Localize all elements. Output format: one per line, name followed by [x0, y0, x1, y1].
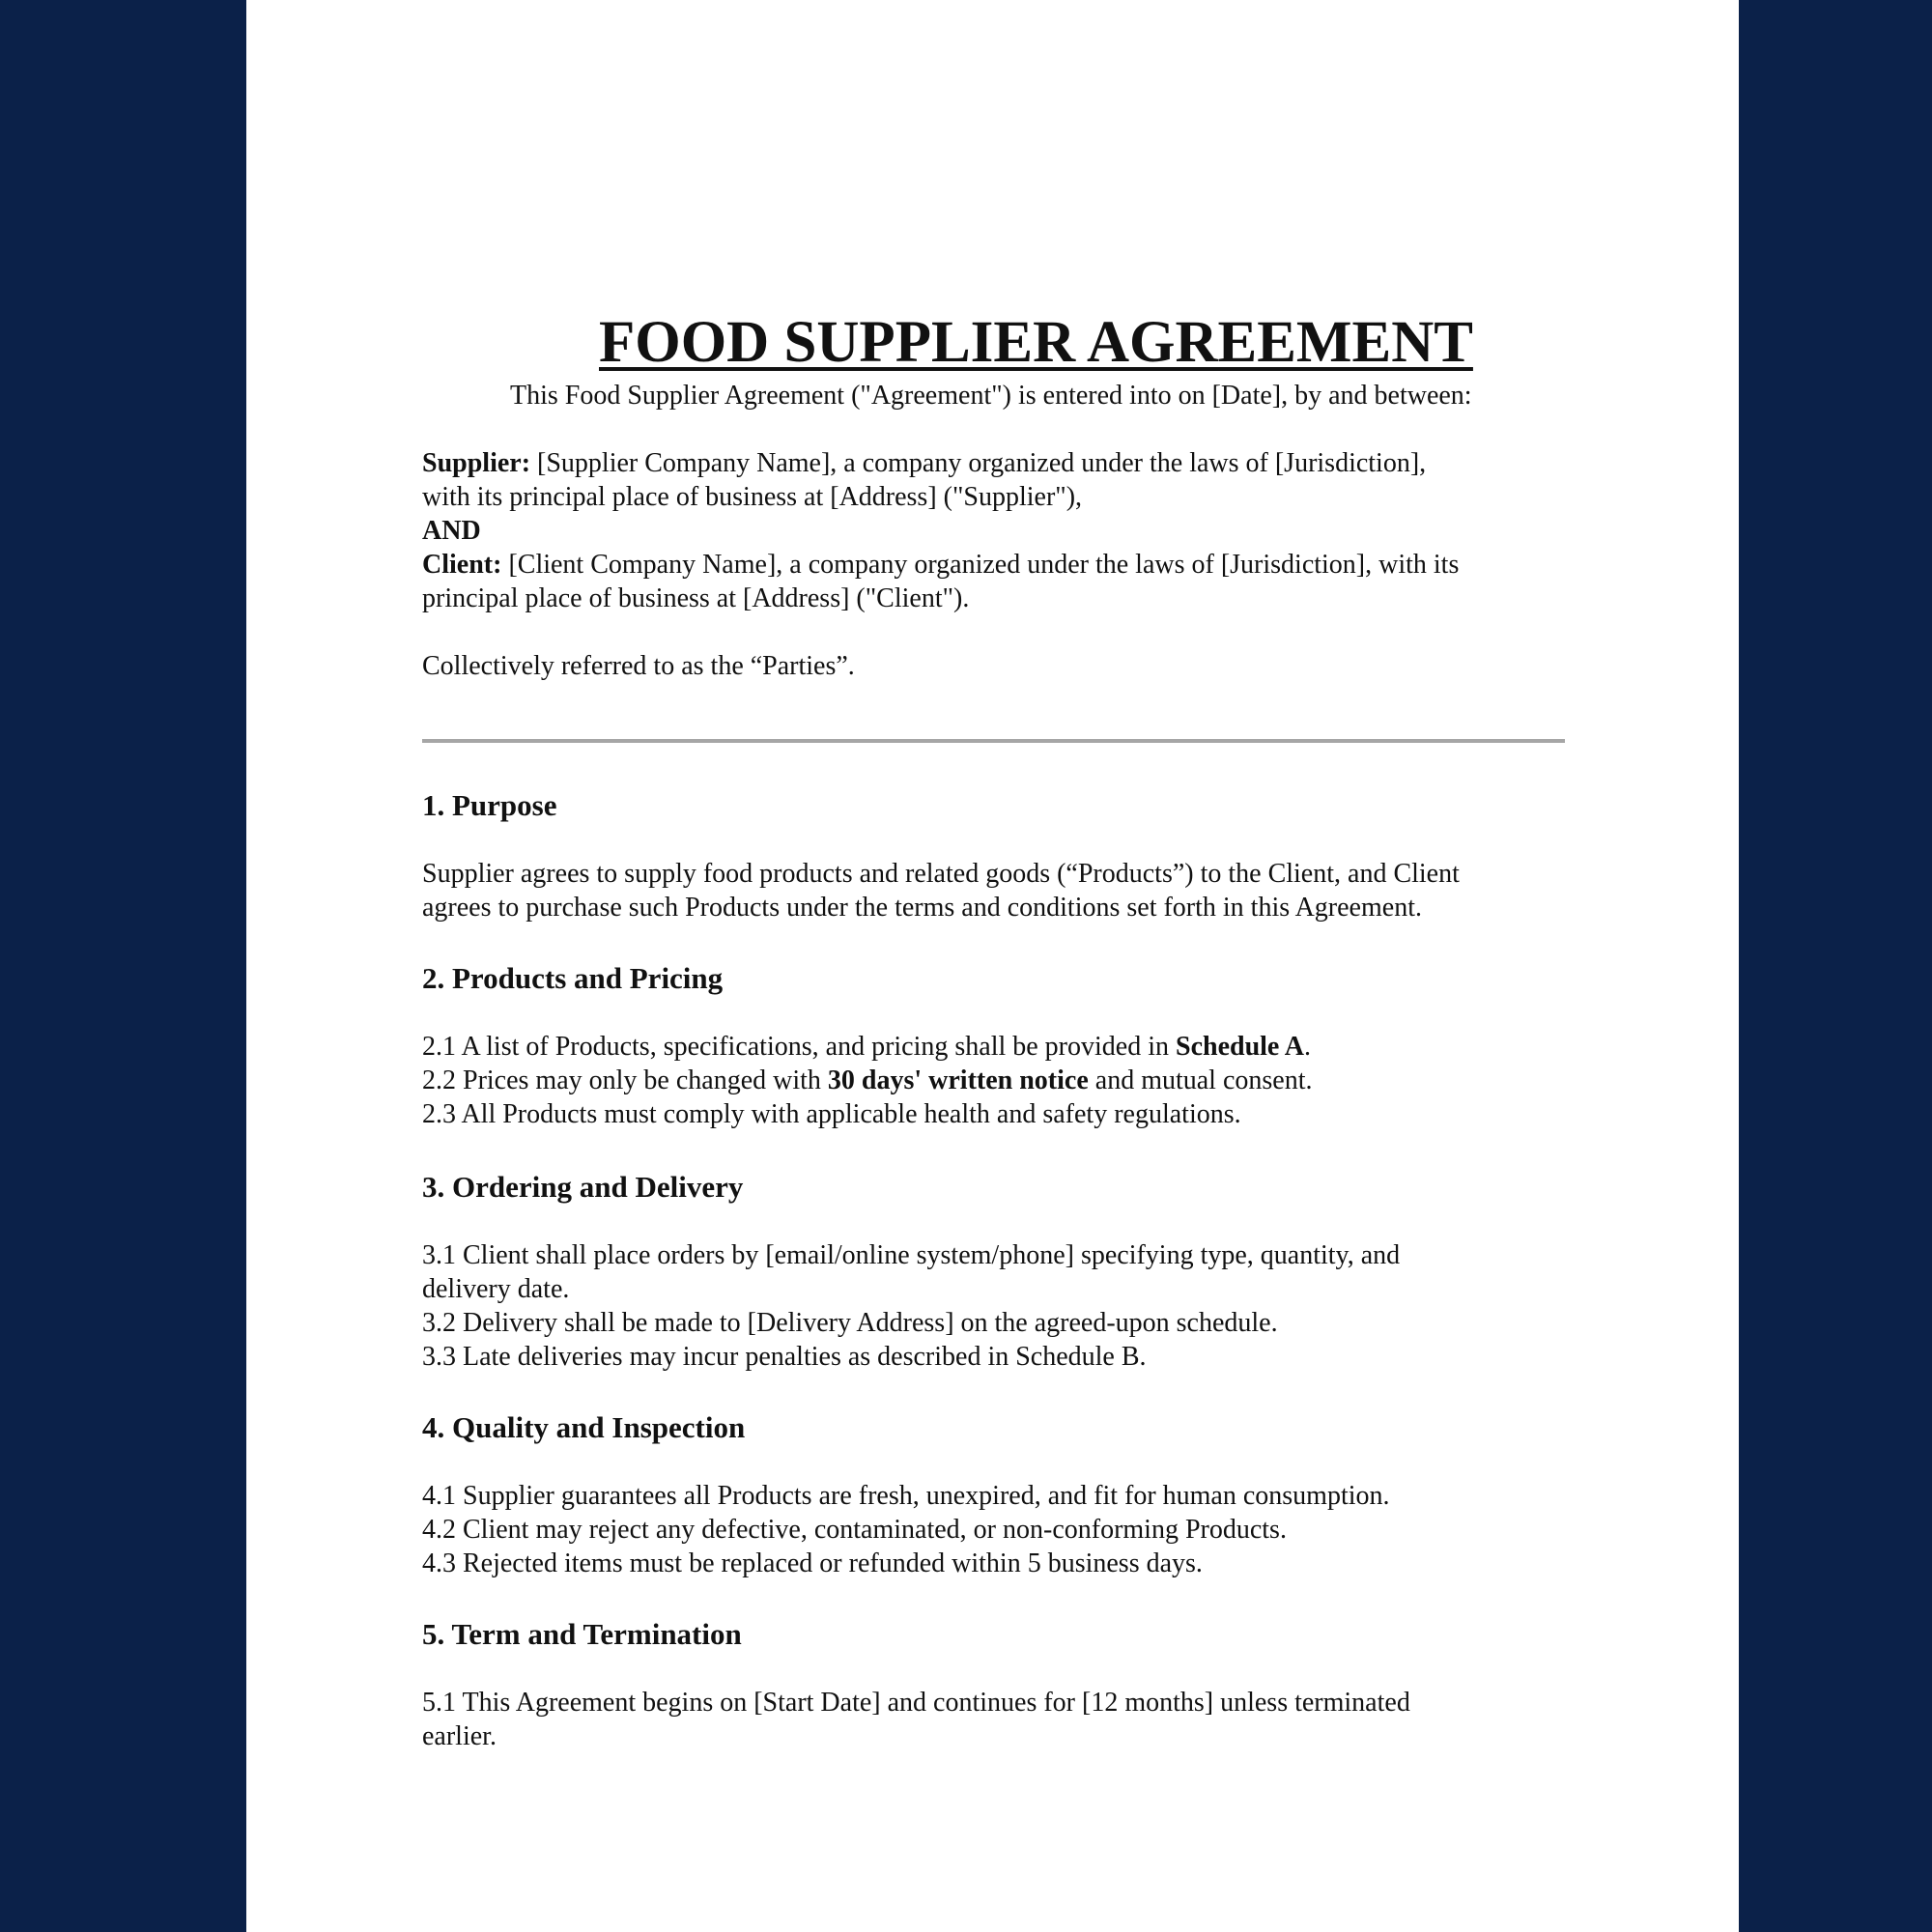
quality-body — [422, 1479, 1581, 1580]
client-line-1 — [422, 548, 1581, 582]
clause-4-1: 4.1 Supplier guarantees all Products are fresh, unexpired, and fit for human consumption. — [422, 1481, 1390, 1511]
heading-quality-inspection: 4. Quality and Inspection — [422, 1410, 746, 1444]
clause-2-1: 2.1 A list of Products, specifications, and pricing shall be provided in Schedule A. — [422, 1032, 1312, 1062]
client-text: [Client Company Name], a company organized under the laws of [Jurisdiction], with its — [501, 550, 1460, 580]
clause-3-1-line-1: 3.1 Client shall place orders by [email/online system/phone] specifying type, quantity, and — [422, 1240, 1401, 1270]
purpose-line-1: Supplier agrees to supply food products and related goods (“Products”) to the Client, and Client — [422, 859, 1460, 889]
parties-block — [422, 446, 1581, 615]
clause-3-1-line-2: delivery date. — [422, 1274, 570, 1304]
supplier-line-2: with its principal place of business at [Address] ("Supplier"), — [422, 482, 1083, 512]
clause-5-1-line-2: earlier. — [422, 1721, 497, 1751]
ordering-body — [422, 1238, 1581, 1374]
heading-term-termination: 5. Term and Termination — [422, 1617, 742, 1651]
document-title: FOOD SUPPLIER AGREEMENT — [599, 310, 1473, 375]
section-divider — [422, 739, 1565, 743]
products-body — [422, 1030, 1581, 1131]
intro-text: This Food Supplier Agreement ("Agreement") is entered into on [Date], by and between: — [510, 381, 1472, 411]
client-label: Client: — [422, 550, 502, 580]
document-page — [246, 0, 1739, 1932]
heading-products-pricing: 2. Products and Pricing — [422, 961, 724, 995]
supplier-text: [Supplier Company Name], a company organized under the laws of [Jurisdiction], — [530, 448, 1427, 478]
client-line-2: principal place of business at [Address] ("Client"). — [422, 583, 970, 613]
clause-3-3: 3.3 Late deliveries may incur penalties as described in Schedule B. — [422, 1342, 1147, 1372]
heading-purpose: 1. Purpose — [422, 788, 557, 822]
clause-2-3: 2.3 All Products must comply with applicable health and safety regulations. — [422, 1099, 1241, 1129]
collectively-text: Collectively referred to as the “Parties”. — [422, 651, 855, 681]
clause-4-3: 4.3 Rejected items must be replaced or refunded within 5 business days. — [422, 1548, 1203, 1578]
clause-5-1-line-1: 5.1 This Agreement begins on [Start Date] and continues for [12 months] unless terminated — [422, 1688, 1410, 1718]
purpose-body — [422, 857, 1581, 924]
clause-2-2: 2.2 Prices may only be changed with 30 days' written notice and mutual consent. — [422, 1065, 1313, 1095]
supplier-label: Supplier: — [422, 448, 531, 478]
clause-3-2: 3.2 Delivery shall be made to [Delivery Address] on the agreed-upon schedule. — [422, 1308, 1278, 1338]
heading-ordering-delivery: 3. Ordering and Delivery — [422, 1170, 744, 1204]
supplier-line-1 — [422, 446, 1581, 480]
purpose-line-2: agrees to purchase such Products under the terms and conditions set forth in this Agreement. — [422, 893, 1422, 923]
term-body — [422, 1686, 1581, 1753]
clause-4-2: 4.2 Client may reject any defective, contaminated, or non-conforming Products. — [422, 1515, 1287, 1545]
and-label: AND — [422, 516, 481, 546]
